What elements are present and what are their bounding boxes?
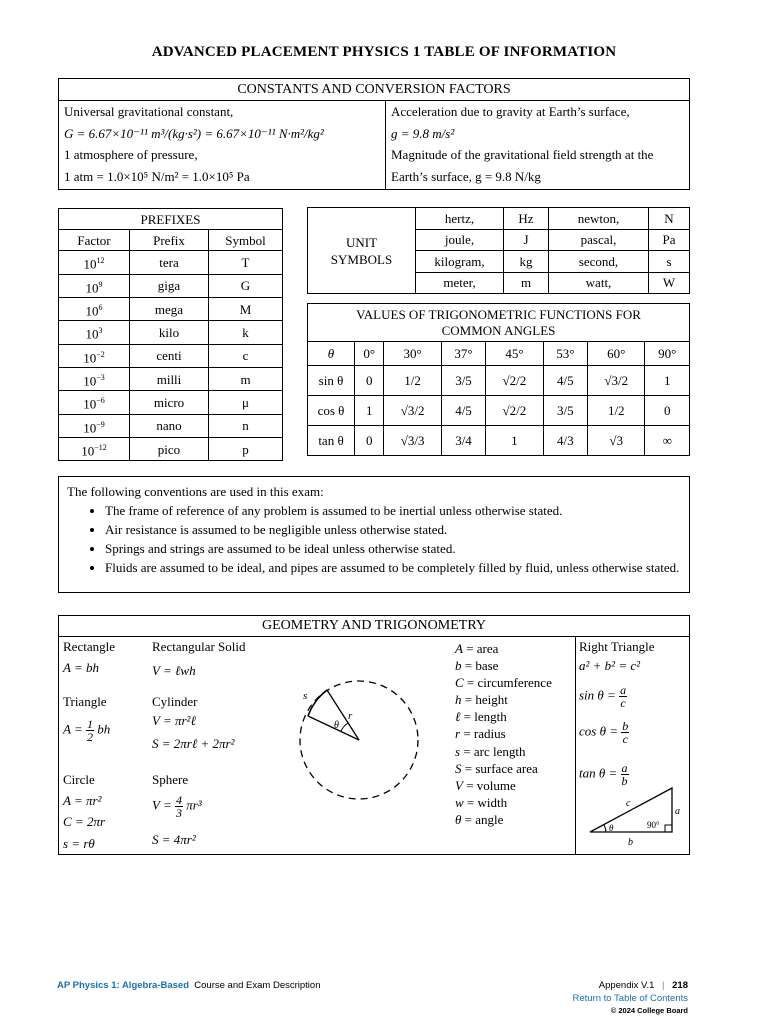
prefix-symbol: T <box>209 251 283 274</box>
prefix-name: pico <box>130 438 209 461</box>
footer-appendix: Appendix V.1 <box>598 980 655 991</box>
prefix-row <box>59 438 283 461</box>
geometry-legend <box>455 640 552 828</box>
geometry-header: GEOMETRY AND TRIGONOMETRY <box>59 616 689 637</box>
tan-value: 4/3 <box>543 426 587 456</box>
unit-symbol: N <box>649 208 690 230</box>
geometry-box <box>58 615 690 855</box>
triangle-shape <box>590 788 672 832</box>
prefix-symbol: n <box>209 414 283 437</box>
geometry-divider <box>575 636 576 855</box>
conventions-box <box>58 476 690 593</box>
prefix-symbol: k <box>209 321 283 344</box>
prefix-row <box>59 321 283 344</box>
unit-name: joule, <box>416 229 504 251</box>
legend-item: b = base <box>455 658 499 674</box>
cos-lhs: cos θ = <box>579 723 618 739</box>
right-angle-mark <box>665 825 672 832</box>
convention-item: • Air resistance is assumed to be negligible unless otherwise stated. <box>105 521 681 538</box>
unit-symbol: s <box>649 251 690 273</box>
prefix-factor: $10^{-6}$ <box>59 391 130 414</box>
rect-solid-eq: V = ℓwh <box>152 663 196 678</box>
prefix-row <box>59 274 283 297</box>
prefix-factor: $10^{-9}$ <box>59 414 130 437</box>
prefix-name: centi <box>130 344 209 367</box>
sphere-den: 3 <box>175 806 182 820</box>
legend-item: θ = angle <box>455 811 504 827</box>
prefix-factor: $10^{-3}$ <box>59 368 130 391</box>
prefix-row <box>59 414 283 437</box>
prefix-name: giga <box>130 274 209 297</box>
prefix-col-symbol: Symbol <box>209 230 283 251</box>
conventions-list <box>67 502 681 576</box>
prefix-name: micro <box>130 391 209 414</box>
atm-eq: 1 atm = 1.0×10⁵ N/m² = 1.0×10⁵ Pa <box>64 168 250 184</box>
sin-value: 1/2 <box>384 366 441 396</box>
cylinder-eq1: V = πr²ℓ <box>152 713 196 728</box>
legend-item: s = arc length <box>455 743 526 759</box>
prefix-row <box>59 344 283 367</box>
prefixes-table <box>58 208 283 461</box>
cylinder-label: Cylinder <box>152 694 198 709</box>
right-triangle-diagram <box>584 784 684 850</box>
prefix-factor: $10^{-12}$ <box>59 438 130 461</box>
convention-item: • Fluids are assumed to be ideal, and pipes are assumed to be completely filled by fluid, unless otherwise stated. <box>105 559 681 576</box>
trig-angle: 90° <box>645 342 690 366</box>
tri-right: 90° <box>647 820 660 830</box>
unit-symbols-label: UNIT SYMBOLS <box>308 208 416 294</box>
constants-header: CONSTANTS AND CONVERSION FACTORS <box>59 79 690 101</box>
trig-angle: 37° <box>441 342 485 366</box>
trig-angle: 60° <box>588 342 645 366</box>
cos-value: 1/2 <box>588 396 645 426</box>
cos-value: 0 <box>645 396 690 426</box>
legend-item: C = circumference <box>455 675 552 691</box>
cos-label: cos θ <box>308 396 355 426</box>
triangle-num: 1 <box>86 717 93 731</box>
return-to-toc-link[interactable]: Return to Table of Contents <box>572 993 688 1004</box>
prefix-symbol: c <box>209 344 283 367</box>
prefix-factor: $10^{-2}$ <box>59 344 130 367</box>
prefix-name: nano <box>130 414 209 437</box>
footer-page-number: 218 <box>672 980 688 991</box>
tri-theta: θ <box>609 823 614 833</box>
footer-course <box>57 980 320 991</box>
diagram-theta: θ <box>334 720 339 731</box>
accel-eq: g = 9.8 m/s² <box>391 125 455 141</box>
cylinder-eq2: S = 2πrℓ + 2πr² <box>152 736 235 751</box>
arc-length-diagram <box>289 674 424 804</box>
prefix-row <box>59 391 283 414</box>
constants-left-cell <box>59 101 386 190</box>
prefix-col-factor: Factor <box>59 230 130 251</box>
sin-value: 3/5 <box>441 366 485 396</box>
unit-name: meter, <box>416 272 504 294</box>
tan-value: √3/3 <box>384 426 441 456</box>
field-label: Magnitude of the gravitational field strength at the <box>391 147 654 162</box>
prefix-name: mega <box>130 298 209 321</box>
tan-value: 0 <box>355 426 384 456</box>
sin-label: sin θ <box>308 366 355 396</box>
page-title: ADVANCED PLACEMENT PHYSICS 1 TABLE OF INFORMATION <box>151 44 617 60</box>
prefix-row <box>59 251 283 274</box>
prefix-row <box>59 368 283 391</box>
atm-label: 1 atmosphere of pressure, <box>64 147 198 162</box>
prefix-factor: $10^3$ <box>59 321 130 344</box>
sin-den: c <box>620 696 626 710</box>
prefix-symbol: μ <box>209 391 283 414</box>
tri-a: a <box>675 806 680 817</box>
cos-value: 3/5 <box>543 396 587 426</box>
sphere-eq-lhs: V = <box>152 797 172 813</box>
triangle-eq <box>63 718 110 743</box>
diagram-s: s <box>303 690 308 702</box>
prefix-factor: $10^{12}$ <box>59 251 130 274</box>
unit-name: watt, <box>549 272 649 294</box>
legend-item: h = height <box>455 692 508 708</box>
cos-eq <box>579 720 629 745</box>
rectangle-eq: A = bh <box>63 660 99 675</box>
circle-eq1: A = πr² <box>63 793 102 808</box>
prefix-factor: $10^9$ <box>59 274 130 297</box>
circle-eq2: C = 2πr <box>63 814 106 829</box>
tan-num: a <box>621 761 628 775</box>
prefix-symbol: m <box>209 368 283 391</box>
sin-value: 0 <box>355 366 384 396</box>
legend-item: r = radius <box>455 726 506 742</box>
footer-page: Appendix V.1 | 218 <box>598 980 688 991</box>
sphere-label: Sphere <box>152 772 189 787</box>
tri-b: b <box>628 837 633 848</box>
accel-label: Acceleration due to gravity at Earth’s surface, <box>391 104 630 119</box>
arc-segment <box>308 690 327 716</box>
diagram-r: r <box>348 710 353 722</box>
cos-value: √2/2 <box>486 396 543 426</box>
prefix-symbol: M <box>209 298 283 321</box>
tan-label: tan θ <box>308 426 355 456</box>
unit-name: hertz, <box>416 208 504 230</box>
tan-value: 3/4 <box>441 426 485 456</box>
tan-value: √3 <box>588 426 645 456</box>
constants-table <box>58 78 690 190</box>
cos-value: √3/2 <box>384 396 441 426</box>
trig-angle: 45° <box>486 342 543 366</box>
tan-value: ∞ <box>645 426 690 456</box>
unit-symbol: Hz <box>504 208 549 230</box>
legend-item: ℓ = length <box>455 709 507 725</box>
unit-name: kilogram, <box>416 251 504 273</box>
unit-symbol: Pa <box>649 229 690 251</box>
sphere-eq1 <box>152 794 202 819</box>
prefix-row <box>59 298 283 321</box>
prefix-col-prefix: Prefix <box>130 230 209 251</box>
trig-angle: 0° <box>355 342 384 366</box>
prefix-symbol: p <box>209 438 283 461</box>
tan-lhs: tan θ = <box>579 765 618 781</box>
sin-lhs: sin θ = <box>579 687 616 703</box>
prefix-name: tera <box>130 251 209 274</box>
triangle-label: Triangle <box>63 694 107 709</box>
prefix-symbol: G <box>209 274 283 297</box>
sphere-eq2: S = 4πr² <box>152 832 196 847</box>
unit-name: second, <box>549 251 649 273</box>
sin-value: 1 <box>645 366 690 396</box>
cos-den: c <box>622 732 628 746</box>
g-const-label: Universal gravitational constant, <box>64 104 234 119</box>
prefix-name: milli <box>130 368 209 391</box>
prefix-factor: $10^6$ <box>59 298 130 321</box>
trig-angle: 30° <box>384 342 441 366</box>
trig-table <box>307 303 690 456</box>
sphere-num: 4 <box>175 793 182 807</box>
unit-name: newton, <box>549 208 649 230</box>
sin-eq <box>579 684 627 709</box>
unit-name: pascal, <box>549 229 649 251</box>
sin-value: √3/2 <box>588 366 645 396</box>
convention-item: • The frame of reference of any problem is assumed to be inertial unless otherwise stated. <box>105 502 681 519</box>
legend-item: S = surface area <box>455 760 538 776</box>
triangle-eq-lhs: A = <box>63 721 83 737</box>
convention-item: • Springs and strings are assumed to be ideal unless otherwise stated. <box>105 540 681 557</box>
prefixes-header: PREFIXES <box>59 209 283 230</box>
sin-value: 4/5 <box>543 366 587 396</box>
unit-symbol: m <box>504 272 549 294</box>
tri-c: c <box>626 798 631 809</box>
angle-arc <box>341 723 348 731</box>
cos-num: b <box>622 719 629 733</box>
unit-symbols-table <box>307 207 690 294</box>
conventions-intro: The following conventions are used in this exam: <box>67 484 324 499</box>
rect-solid-label: Rectangular Solid <box>152 639 246 654</box>
tan-den: b <box>621 774 628 788</box>
sin-num: a <box>620 683 627 697</box>
right-triangle-label: Right Triangle <box>579 639 655 654</box>
unit-symbol: kg <box>504 251 549 273</box>
triangle-den: 2 <box>86 730 93 744</box>
unit-symbol: J <box>504 229 549 251</box>
legend-item: V = volume <box>455 777 516 793</box>
footer-desc: Course and Exam Description <box>194 980 321 991</box>
legend-item: w = width <box>455 794 508 810</box>
trig-header: VALUES OF TRIGONOMETRIC FUNCTIONS FOR COMMON ANGLES <box>308 304 690 342</box>
circle-eq3: s = rθ <box>63 836 95 851</box>
pythag-eq: a² + b² = c² <box>579 658 641 673</box>
tan-value: 1 <box>486 426 543 456</box>
triangle-eq-rhs: bh <box>97 721 111 737</box>
sphere-eq-rhs: πr³ <box>186 797 202 813</box>
rectangle-label: Rectangle <box>63 639 115 654</box>
g-const-eq: G = 6.67×10⁻¹¹ m³/(kg·s²) = 6.67×10⁻¹¹ N·m²/kg² <box>64 125 324 141</box>
legend-item: A = area <box>455 641 499 656</box>
angle-arc <box>604 825 606 832</box>
circle-label: Circle <box>63 772 95 787</box>
footer-course-name: AP Physics 1: Algebra-Based <box>57 980 189 991</box>
cos-value: 4/5 <box>441 396 485 426</box>
field-label2: Earth’s surface, g = 9.8 N/kg <box>391 168 541 184</box>
constants-right-cell <box>386 101 690 190</box>
trig-theta-label: θ <box>308 342 355 366</box>
footer-copyright: © 2024 College Board <box>610 1006 688 1015</box>
trig-angle: 53° <box>543 342 587 366</box>
cos-value: 1 <box>355 396 384 426</box>
sin-value: √2/2 <box>486 366 543 396</box>
prefix-name: kilo <box>130 321 209 344</box>
unit-symbol: W <box>649 272 690 294</box>
